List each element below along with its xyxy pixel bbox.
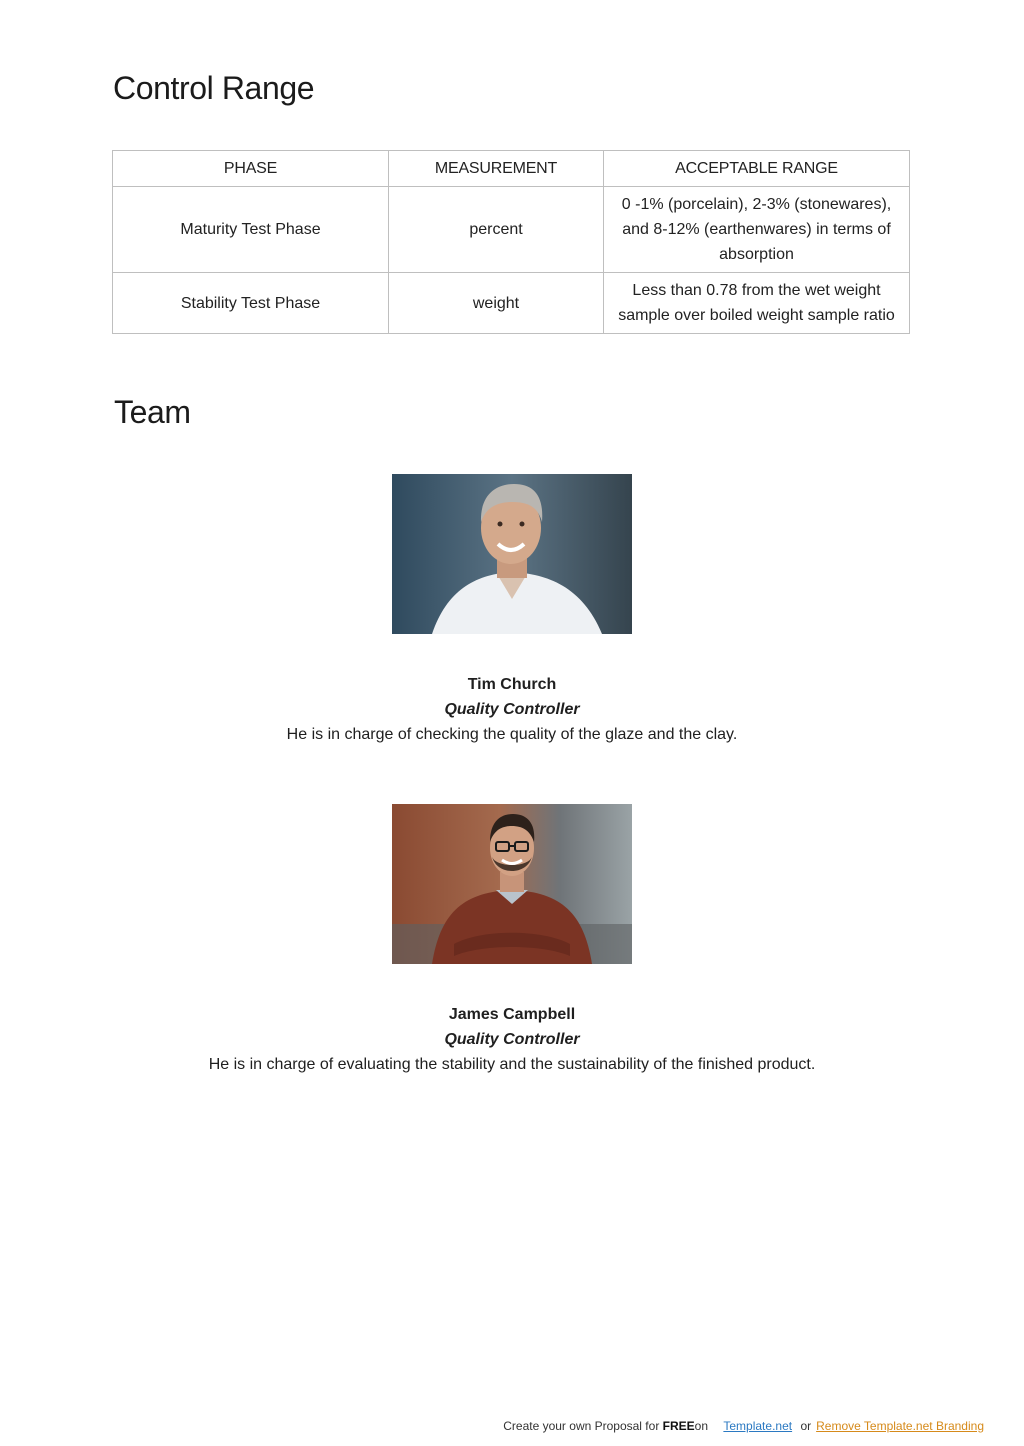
cell-phase: Stability Test Phase bbox=[113, 273, 389, 334]
team-heading: Team bbox=[114, 394, 191, 430]
footer-on: on bbox=[694, 1419, 709, 1433]
table-header-row bbox=[113, 151, 910, 187]
member-role: Quality Controller bbox=[444, 701, 580, 718]
cell-measurement: weight bbox=[389, 273, 604, 334]
remove-branding-link[interactable]: Remove Template.net Branding bbox=[816, 1419, 984, 1433]
column-header-measurement: MEASUREMENT bbox=[389, 151, 604, 187]
control-range-heading: Control Range bbox=[113, 70, 315, 106]
member-name: Tim Church bbox=[467, 676, 557, 693]
footer-free: FREE bbox=[662, 1419, 695, 1433]
member-name: James Campbell bbox=[448, 1006, 576, 1023]
column-header-phase: PHASE bbox=[113, 151, 389, 187]
member-photo-james-campbell bbox=[392, 804, 632, 964]
cell-phase: Maturity Test Phase bbox=[113, 187, 389, 273]
cell-acceptable-range: Less than 0.78 from the wet weight sample over boiled weight sample ratio bbox=[604, 273, 910, 334]
member-description: He is in charge of evaluating the stability and the sustainability of the finished product. bbox=[208, 1056, 816, 1073]
team-member-card bbox=[0, 474, 1024, 747]
member-role: Quality Controller bbox=[444, 1031, 580, 1048]
table-row bbox=[113, 273, 910, 334]
cell-measurement: percent bbox=[389, 187, 604, 273]
member-photo-tim-church bbox=[392, 474, 632, 634]
template-net-link[interactable]: Template.net bbox=[723, 1419, 793, 1433]
footer-prefix: Create your own Proposal for bbox=[503, 1419, 660, 1433]
team-member-card bbox=[0, 804, 1024, 1077]
footer-branding bbox=[503, 1419, 984, 1433]
control-range-table bbox=[112, 150, 910, 334]
table-row bbox=[113, 187, 910, 273]
member-description: He is in charge of checking the quality of the glaze and the clay. bbox=[286, 726, 738, 743]
column-header-acceptable-range: ACCEPTABLE RANGE bbox=[604, 151, 910, 187]
footer-or: or bbox=[800, 1419, 812, 1433]
cell-acceptable-range: 0 -1% (porcelain), 2-3% (stonewares), and 8-12% (earthenwares) in terms of absorption bbox=[604, 187, 910, 273]
